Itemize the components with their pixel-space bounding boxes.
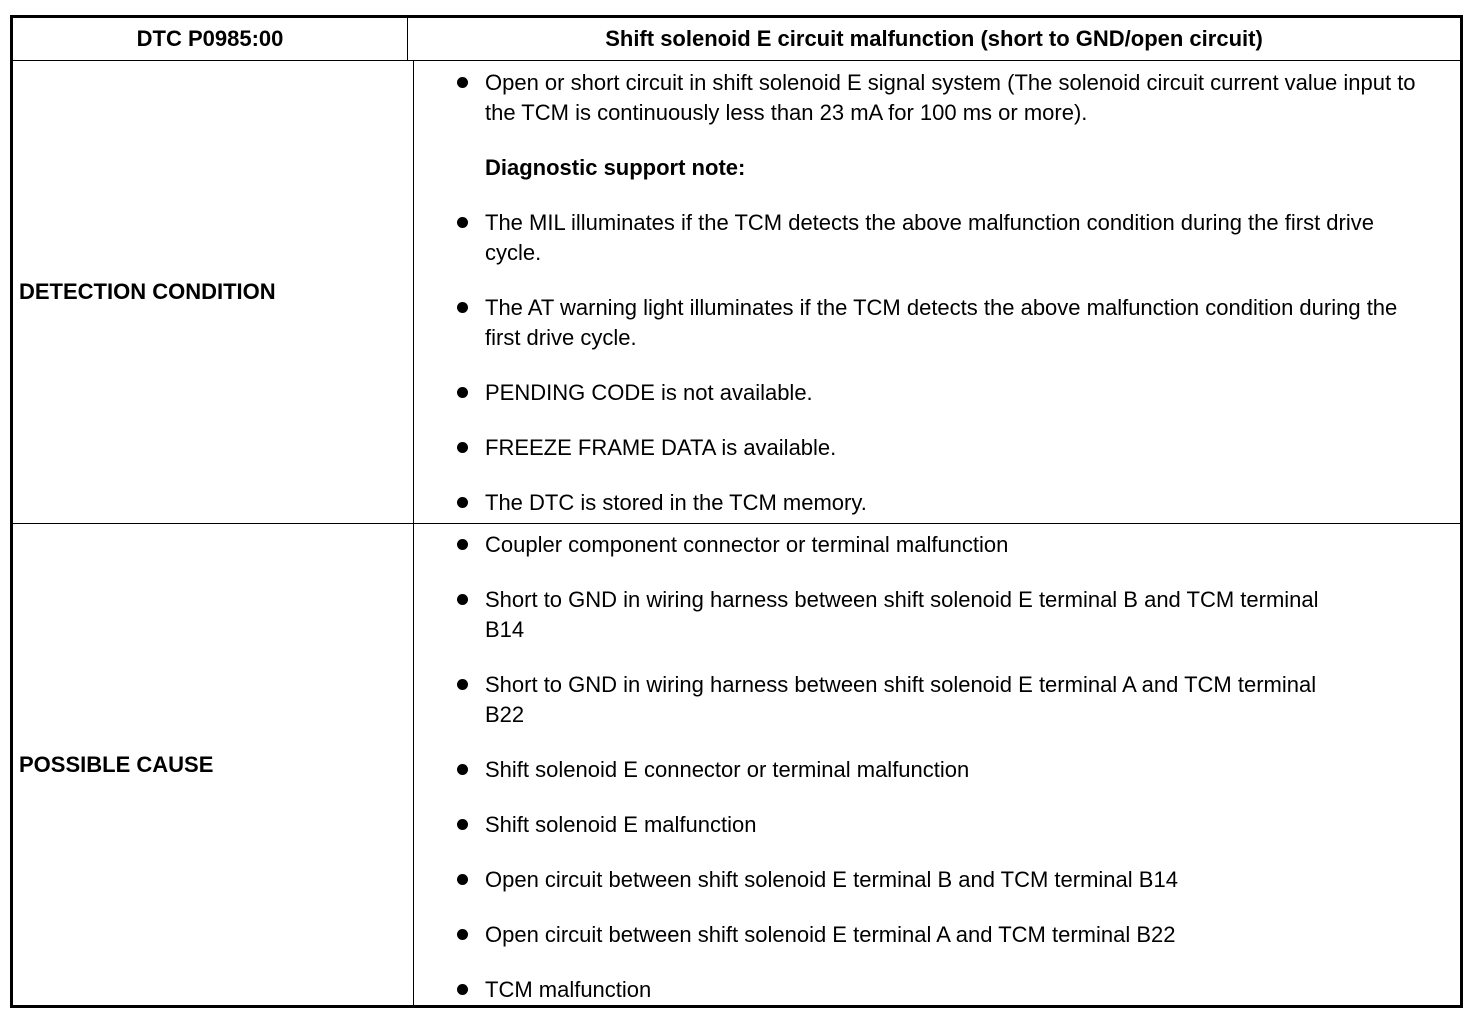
bullet-icon bbox=[457, 874, 468, 885]
bullet-icon bbox=[457, 819, 468, 830]
bullet-icon bbox=[457, 929, 468, 940]
bullet-icon bbox=[457, 984, 468, 995]
possible-cause-label: POSSIBLE CAUSE bbox=[13, 524, 414, 1005]
bullet-icon bbox=[457, 217, 468, 228]
bullet-icon bbox=[457, 442, 468, 453]
bullet-icon bbox=[457, 387, 468, 398]
bullet-icon bbox=[457, 594, 468, 605]
diagnostic-support-note-title: Diagnostic support note: bbox=[485, 155, 746, 180]
detection-condition-row bbox=[13, 61, 1460, 524]
detection-condition-label: DETECTION CONDITION bbox=[13, 61, 414, 523]
bullet-icon bbox=[457, 764, 468, 775]
bullet-icon bbox=[457, 77, 468, 88]
bullet-icon bbox=[457, 539, 468, 550]
dtc-table bbox=[10, 15, 1463, 1008]
detection-condition-content: Open or short circuit in shift solenoid E signal system (The solenoid circuit current value input to the TCM is continuously less than 23 mA for 100 ms or more). Diagnostic support note: The MIL illuminates if the TCM detects the above malfunction condition during the first drive cycle. The AT warning light illuminates if the TCM detects the above malfunction condition during the first drive cycle. PENDING CODE is not available. FREEZE FRAME DATA is available. The DTC is stored in the TCM memory. bbox=[408, 61, 1460, 523]
dtc-code-cell: DTC P0985:00 bbox=[13, 18, 408, 60]
table-header-row bbox=[13, 18, 1460, 61]
bullet-icon bbox=[457, 497, 468, 508]
bullet-icon bbox=[457, 679, 468, 690]
possible-cause-row bbox=[13, 524, 1460, 1005]
dtc-title-cell: Shift solenoid E circuit malfunction (short to GND/open circuit) bbox=[605, 26, 1263, 51]
possible-cause-content: Coupler component connector or terminal malfunction Short to GND in wiring harness between shift solenoid E terminal B and TCM terminal B14 Short to GND in wiring harness between shift solenoid E terminal A and TCM terminal B22 Shift solenoid E connector or terminal malfunction Shift solenoid E malfunction Open circuit between shift solenoid E terminal B and TCM terminal B14 Open circuit between shift solenoid E terminal A and TCM terminal B22 TCM malfunction bbox=[408, 524, 1460, 1005]
bullet-icon bbox=[457, 302, 468, 313]
